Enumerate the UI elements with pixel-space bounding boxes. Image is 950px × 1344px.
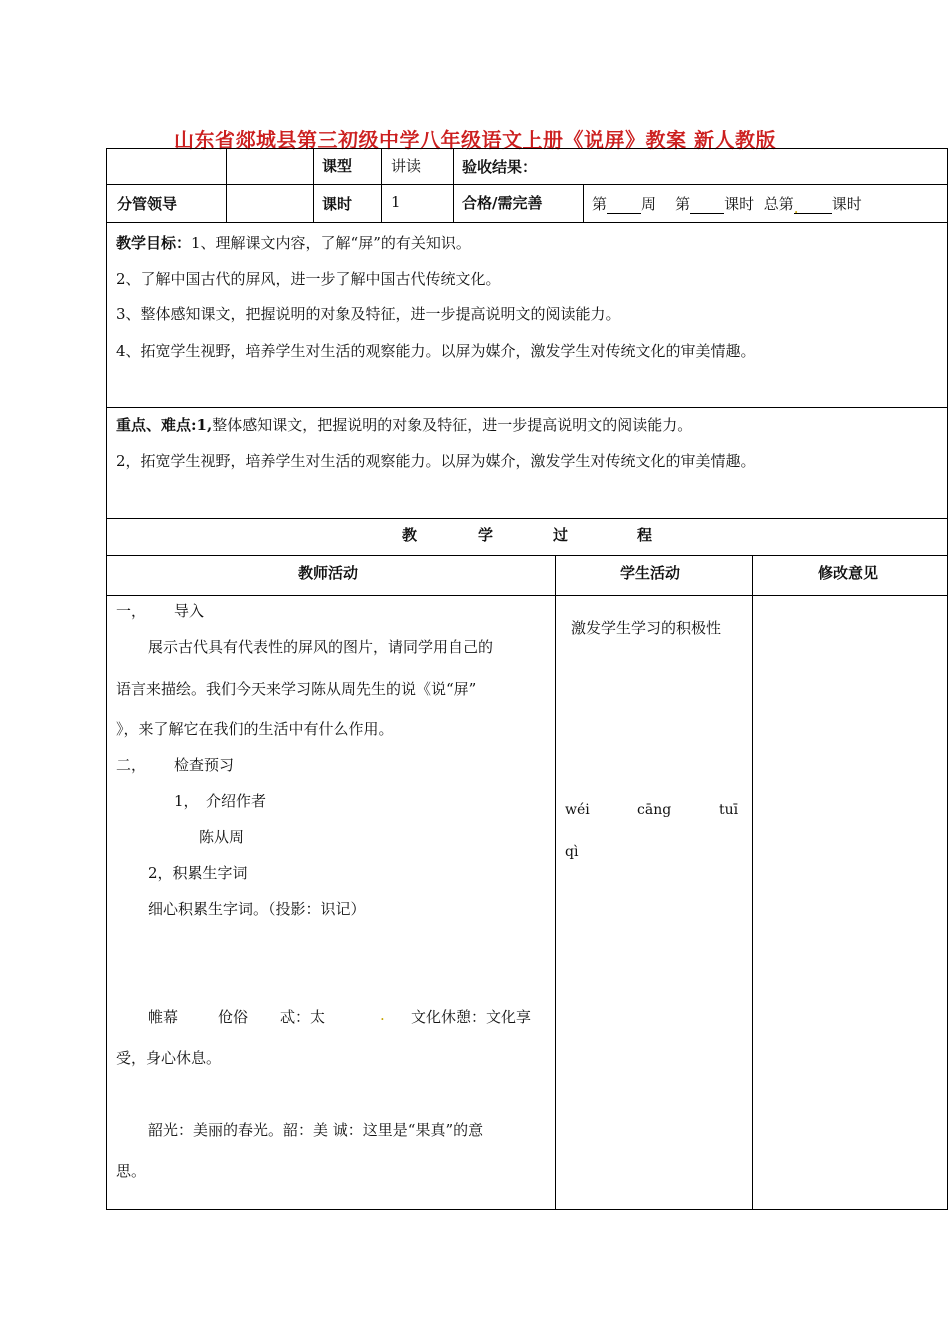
row-divider bbox=[106, 222, 948, 223]
vocab-word: 文化休憩：文化享 bbox=[411, 1008, 532, 1026]
grade-label: 合格/需完善 bbox=[462, 194, 543, 212]
acceptance-label: 验收结果： bbox=[462, 158, 538, 176]
student-activity-1: 激发学生学习的积极性 bbox=[571, 619, 722, 637]
section-2-title: 检查预习 bbox=[174, 756, 235, 774]
row-divider bbox=[106, 518, 948, 519]
col-header-student: 学生活动 bbox=[620, 564, 681, 582]
row-divider bbox=[106, 555, 948, 556]
col-divider bbox=[313, 148, 314, 222]
item-1-number: 1， bbox=[174, 792, 199, 810]
vocab-word: 帷幕 bbox=[148, 1008, 179, 1026]
key-points-line-1 bbox=[116, 414, 692, 435]
col-divider bbox=[555, 555, 556, 1210]
leader-label: 分管领导 bbox=[117, 195, 178, 213]
objectives-line-1 bbox=[116, 232, 471, 253]
key-points-line-2: 2，拓宽学生视野，培养学生对生活的观察能力。以屏为媒介，激发学生对传统文化的审美情趣。 bbox=[116, 452, 756, 470]
page-title: 山东省郯城县第三初级中学八年级语文上册《说屏》教案 新人教版 bbox=[174, 128, 776, 152]
hours-value: 1 bbox=[391, 193, 401, 211]
item-1-title: 介绍作者 bbox=[206, 792, 267, 810]
pinyin: cāng bbox=[637, 802, 672, 818]
key-point-text: 整体感知课文，把握说明的对象及特征，进一步提高说明文的阅读能力。 bbox=[212, 416, 693, 434]
section-2-number: 二， bbox=[116, 756, 147, 774]
teacher-para-line: 》，来了解它在我们的生活中有什么作用。 bbox=[116, 720, 394, 738]
teacher-para-line: 语言来描绘。我们今天来学习陈从周先生的说《说“屏” bbox=[116, 680, 477, 698]
author-name: 陈从周 bbox=[199, 828, 245, 846]
period-prefix: 第 bbox=[675, 195, 691, 213]
col-divider bbox=[381, 148, 382, 222]
section-1-number: 一， bbox=[116, 602, 147, 620]
row-divider bbox=[106, 407, 948, 408]
pinyin: qì bbox=[565, 844, 579, 860]
lesson-type-value: 讲读 bbox=[391, 157, 422, 175]
teacher-para-line: 展示古代具有代表性的屏风的图片，请同学用自己的 bbox=[148, 638, 494, 656]
vocab-word: 伧俗 bbox=[218, 1008, 249, 1026]
item-2-desc: 细心积累生字词。（投影：识记） bbox=[148, 900, 366, 918]
objectives-line-4: 4、拓宽学生视野，培养学生对生活的观察能力。以屏为媒介，激发学生对传统文化的审美情趣。 bbox=[116, 342, 756, 360]
lesson-type-label: 课型 bbox=[322, 157, 353, 175]
process-heading-3: 过 bbox=[553, 526, 569, 544]
pinyin: tuī bbox=[719, 802, 739, 818]
vocab-word-cont: 受，身心休息。 bbox=[116, 1049, 222, 1067]
col-divider bbox=[453, 148, 454, 222]
vocab-word: 韶光：美丽的春光。韶：美 诚：这里是“果真”的意 bbox=[148, 1121, 484, 1139]
week-suffix: 周 bbox=[641, 195, 657, 213]
col-header-revise: 修改意见 bbox=[818, 564, 879, 582]
vocab-word: 忒：太 bbox=[280, 1008, 326, 1026]
objectives-label: 教学目标： bbox=[116, 234, 192, 252]
vocab-word-cont: 思。 bbox=[116, 1162, 147, 1180]
section-1-title: 导入 bbox=[174, 602, 205, 620]
objectives-line-2: 2、了解中国古代的屏风，进一步了解中国古代传统文化。 bbox=[116, 270, 501, 288]
col-divider bbox=[583, 184, 584, 222]
process-heading-2: 学 bbox=[478, 526, 494, 544]
col-header-teacher: 教师活动 bbox=[298, 564, 359, 582]
row-divider bbox=[106, 184, 948, 185]
total-suffix: 课时 bbox=[831, 195, 862, 213]
row-divider bbox=[106, 595, 948, 596]
objective-text: 1、理解课文内容，了解“屏”的有关知识。 bbox=[191, 234, 471, 252]
col-divider bbox=[226, 148, 227, 222]
process-heading-1: 教 bbox=[402, 526, 418, 544]
key-points-label: 重点、难点:1, bbox=[116, 416, 213, 434]
week-period-fields: 第 周 第 课时 总第. 课时 bbox=[592, 195, 862, 217]
hours-label: 课时 bbox=[322, 195, 353, 213]
item-2-title: 2，积累生字词 bbox=[148, 864, 248, 882]
pinyin: wéi bbox=[565, 802, 590, 818]
objectives-line-3: 3、整体感知课文，把握说明的对象及特征，进一步提高说明文的阅读能力。 bbox=[116, 305, 621, 323]
process-heading-4: 程 bbox=[637, 526, 653, 544]
col-divider bbox=[752, 555, 753, 1210]
period-suffix: 课时 bbox=[724, 195, 755, 213]
mark-dot: . bbox=[380, 1006, 385, 1024]
total-prefix: 总第 bbox=[763, 195, 794, 213]
week-prefix: 第 bbox=[592, 195, 608, 213]
